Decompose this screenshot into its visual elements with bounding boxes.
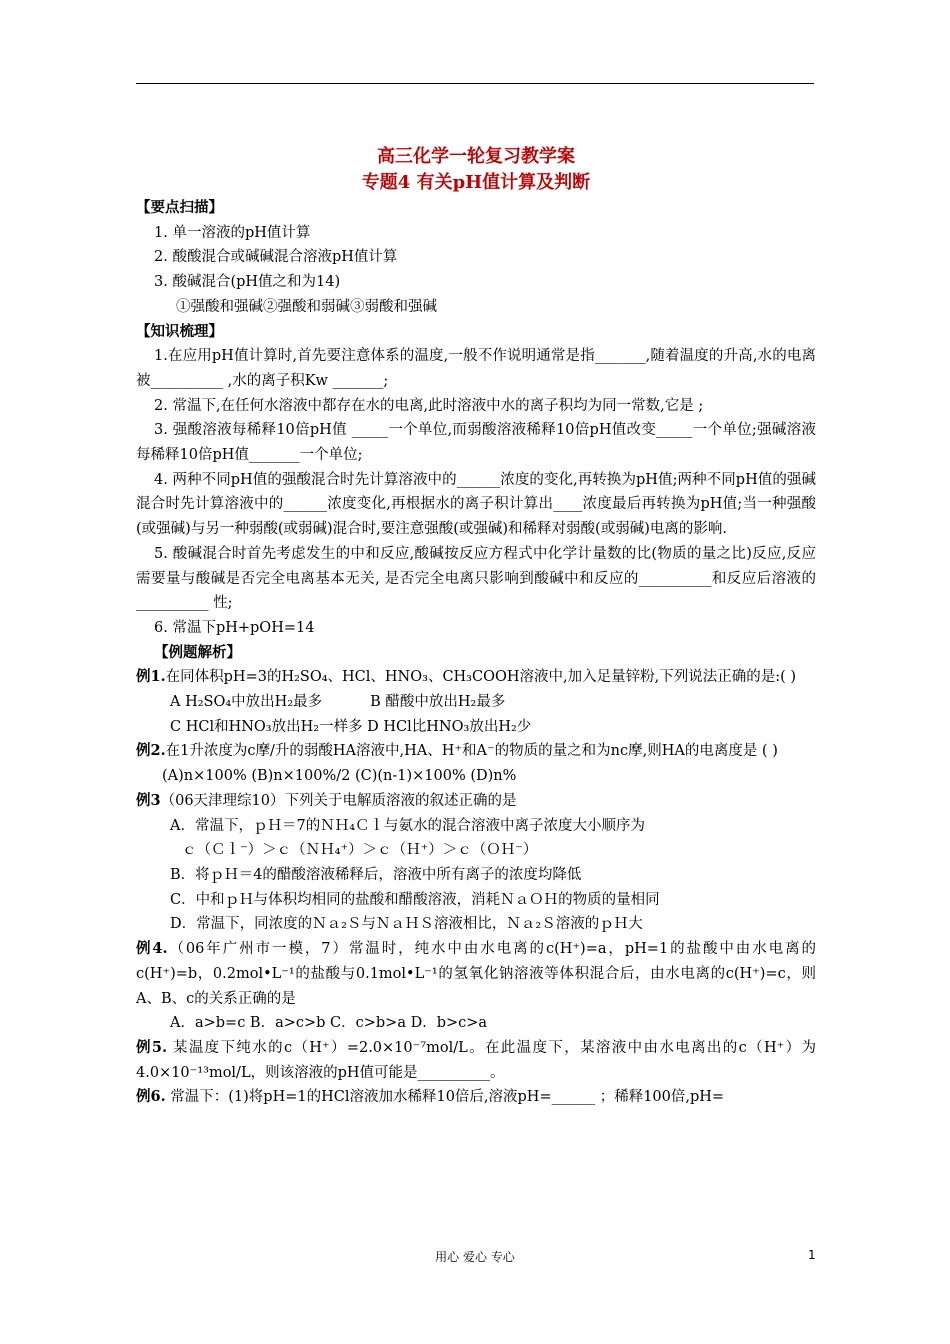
section-heading-examples: 【例题解析】 — [154, 643, 241, 661]
example-5-label: 例5. — [136, 1038, 167, 1056]
knowledge-item-6: 6. 常温下pH+pOH=14 — [154, 619, 315, 636]
example-6 — [136, 1085, 816, 1110]
example-4 — [136, 937, 816, 1011]
example-1-options-cd: C HCl和HNO₃放出H₂一样多 D HCl比HNO₃放出H₂少 — [170, 718, 532, 735]
example-2 — [136, 739, 816, 764]
example-2-label: 例2. — [136, 742, 166, 760]
header-rule — [136, 83, 814, 84]
example-1-label: 例1. — [136, 668, 166, 686]
example-1 — [136, 665, 816, 690]
knowledge-item-1: 1.在应用pH值计算时,首先要注意体系的温度,一般不作说明通常是指_______,随着温度的升高,水的电离被__________ ,水的离子积Kw _______; — [136, 348, 816, 389]
doc-title: 高三化学一轮复习教学案 — [377, 146, 575, 167]
example-6-text: 常温下：(1)将pH=1的HCl溶液加水稀释10倍后,溶液pH=______ ；稀释100倍,pH= — [165, 1089, 725, 1106]
key-point-1: 1. 单一溶液的pH值计算 — [154, 224, 311, 241]
key-point-3-sub: ①强酸和强碱②强酸和弱碱③弱酸和强碱 — [176, 298, 437, 315]
example-3-text: （06天津理综10）下列关于电解质溶液的叙述正确的是 — [160, 792, 517, 809]
footer-motto: 用心 爱心 专心 — [435, 1250, 515, 1264]
example-1-option-a: A H₂SO₄中放出H₂最多 — [170, 694, 323, 711]
example-5-text: 某温度下纯水的c（H⁺）=2.0×10⁻⁷mol/L。在此温度下，某溶液中由水电离出的c（H⁺）为4.0×10⁻¹³mol/L，则该溶液的pH值可能是__________。 — [136, 1039, 816, 1081]
example-3-option-d: D．常温下，同浓度的Ｎａ₂Ｓ与ＮａＨＳ溶液相比，Ｎａ₂Ｓ溶液的ｐＨ大 — [170, 916, 643, 933]
example-1-option-b: B 醋酸中放出H₂最多 — [370, 694, 506, 711]
key-point-3: 3. 酸碱混合(pH值之和为14) — [154, 274, 341, 291]
knowledge-item-3: 3. 强酸溶液每稀释10倍pH值 _____一个单位,而弱酸溶液稀释10倍pH值改变_____一个单位;强碱溶液每稀释10倍pH值_______一个单位; — [136, 422, 816, 464]
example-4-label: 例4. — [136, 940, 168, 958]
example-1-options-ab — [136, 690, 816, 715]
key-point-2: 2. 酸酸混合或碱碱混合溶液pH值计算 — [154, 249, 398, 266]
example-1-text: 在同体积pH=3的H₂SO₄、HCl、HNO₃、CH₃COOH溶液中,加入足量锌粉,下列说法正确的是:( ) — [165, 669, 797, 686]
section-heading-key-points: 【要点扫描】 — [136, 199, 223, 216]
example-3-option-c: C．中和ｐＨ与体积均相同的盐酸和醋酸溶液，消耗ＮａＯＨ的物质的量相同 — [170, 891, 660, 908]
example-3-option-a: A．常温下，ｐＨ＝7的ＮＨ₄Ｃｌ与氨水的混合溶液中离子浓度大小顺序为 — [170, 817, 646, 834]
section-heading-knowledge: 【知识梳理】 — [136, 322, 223, 340]
example-3 — [136, 789, 816, 814]
page-number: 1 — [808, 1248, 816, 1262]
example-2-options: (A)n×100% (B)n×100%/2 (C)(n-1)×100% (D)n% — [162, 768, 517, 785]
knowledge-item-5: 5. 酸碱混合时首先考虑发生的中和反应,酸碱按反应方程式中化学计量数的比(物质的量之比)反应,反应需要量与酸碱是否完全电离基本无关, 是否完全电离只影响到酸碱中和反应的__________和反应后溶液的__________ 性; — [136, 545, 816, 612]
example-6-label: 例6. — [136, 1088, 166, 1106]
example-4-text: （06年广州市一模，7）常温时，纯水中由水电离的c(H⁺)=a，pH=1的盐酸中由水电离的c(H⁺)=b，0.2mol•L⁻¹的盐酸与0.1mol•L⁻¹的氢氧化钠溶液等体积混合后，由水电离的c(H⁺)=c，则A、B、c的关系正确的是 — [136, 941, 816, 1007]
example-3-label: 例3 — [136, 791, 161, 809]
knowledge-item-4: 4. 两种不同pH值的强酸混合时先计算溶液中的______浓度的变化,再转换为pH值;两种不同pH值的强碱混合时先计算溶液中的______浓度变化,再根据水的离子积计算出____浓度最后再转换为pH值;当一种强酸(或强碱)与另一种弱酸(或弱碱)混合时,要注意强酸(或强碱)和稀释对弱酸(或弱碱)电离的影响. — [136, 471, 816, 538]
document-body — [136, 144, 816, 1110]
example-2-text: 在1升浓度为c摩/升的弱酸HA溶液中,HA、H⁺和A⁻的物质的量之和为nc摩,则HA的电离度是 ( ) — [165, 743, 778, 760]
example-3-option-b: B．将ｐＨ＝4的醋酸溶液稀释后，溶液中所有离子的浓度均降低 — [170, 866, 582, 883]
knowledge-item-2: 2. 常温下,在任何水溶液中都存在水的电离,此时溶液中水的离子积均为同一常数,它是 ; — [154, 397, 704, 414]
doc-subtitle: 专题4 有关pH值计算及判断 — [361, 172, 591, 193]
example-4-options: A．a>b=c B．a>c>b C．c>b>a D．b>c>a — [170, 1015, 488, 1032]
example-5 — [136, 1036, 816, 1085]
example-3-option-a-cont: ｃ（Ｃｌ⁻）＞ｃ（ＮＨ₄⁺）＞ｃ（Ｈ⁺）＞ｃ（ＯＨ⁻） — [182, 842, 538, 859]
